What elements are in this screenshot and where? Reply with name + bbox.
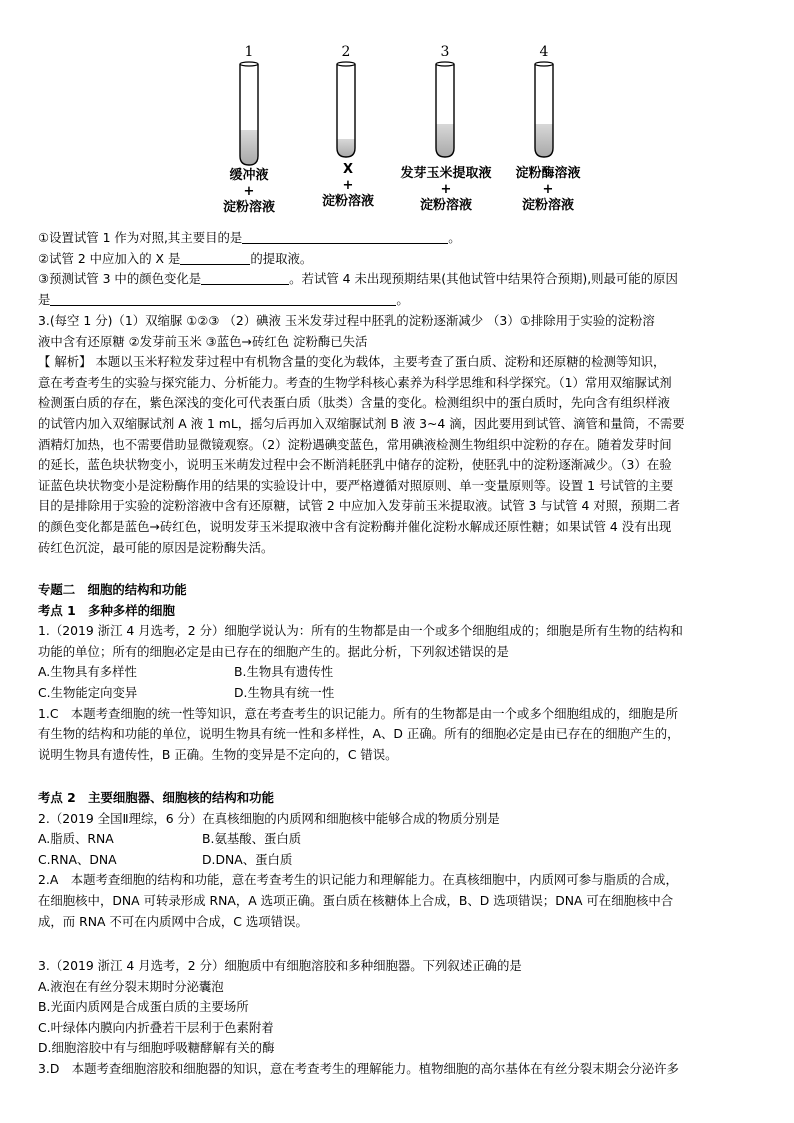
tube-1-label-top: 缓冲液 [229,168,269,183]
answer-blank-4[interactable] [50,291,396,306]
answer-2-line: 2.A 本题考查细胞的结构和功能，意在考查考生的识记能力和理解能力。在真核细胞中，内质网可参与脂质的合成， [38,872,678,888]
question-3-text: ③预测试管 3 中的颜色变化是 [38,271,202,287]
option-d: D.细胞溶胶中有与细胞呼吸糖酵解有关的酶 [38,1040,275,1056]
question-1-end: 。 [448,230,461,245]
test-tube-figure [210,44,590,220]
topic-2-title: 专题二 细胞的结构和功能 [38,582,187,597]
analysis-line: 证蓝色块状物变小是淀粉酶作用的结果的实验设计中，要严格遵循对照原则、单一变量原则等。设置 1 号试管的主要 [38,477,674,493]
tube-2-number: 2 [341,44,351,60]
option-a: A.生物具有多样性 [38,664,137,680]
question-block [38,228,758,310]
tube-2-label-bottom: 淀粉溶液 [321,194,374,209]
option-b: B.氨基酸、蛋白质 [202,831,302,847]
question-1-text: ①设置试管 1 作为对照,其主要目的是 [38,230,243,245]
key-point-2-block [38,788,758,932]
question-1-options-row-1 [38,662,758,683]
tube-1-label-bottom: 淀粉溶液 [222,200,275,215]
question-3-line2 [38,290,758,311]
question-1 [38,228,758,249]
option-a: A.脂质、RNA [38,831,114,847]
analysis-line: 砖红色沉淀，最可能的原因是淀粉酶失活。 [38,539,274,555]
tube-1-plus: + [243,184,255,199]
question-2-options-row-2 [38,850,758,871]
tube-4-plus: + [542,182,554,197]
question-2-text: ②试管 2 中应加入的 X 是 [38,250,181,266]
analysis-line: 【 解析】 本题以玉米籽粒发芽过程中有机物含量的变化为载体，主要考查了蛋白质、淀粉和还原糖的检测等知识， [38,354,666,370]
option-a: A.液泡在有丝分裂末期时分泌囊泡 [38,978,224,994]
question-2-options-row-1 [38,829,758,850]
analysis-line: 检测蛋白质的存在，紫色深浅的变化可代表蛋白质（肽类）含量的变化。检测组织中的蛋白质时，先向含有组织样液 [38,395,670,411]
tube-3-plus: + [440,182,452,197]
option-c: C.RNA、DNA [38,851,117,867]
key-point-2-title: 考点 2 主要细胞器、细胞核的结构和功能 [38,790,274,805]
tube-2-label-top: X [342,162,354,177]
tube-3-label-bottom: 淀粉溶液 [419,198,472,213]
question-2-stem: 2.（2019 全国Ⅱ理综，6 分）在真核细胞的内质网和细胞核中能够合成的物质分别是 [38,810,500,826]
answer-2-line: 在细胞核中，DNA 可转录形成 RNA，A 选项正确。蛋白质在核糖体上合成，B、D 选项错误；DNA 可在细胞核中合 [38,892,674,908]
answer-3-line: 3.(每空 1 分)（1）双缩脲 ①②③ （2）碘液 玉米发芽过程中胚乳的淀粉逐渐减少 （3）①排除用于实验的淀粉溶 [38,313,655,328]
tube-4-label [488,166,608,214]
tube-4-label-top: 淀粉酶溶液 [515,166,581,181]
question-3-block [38,956,758,1080]
tube-1 [240,62,258,165]
tube-3 [436,62,454,157]
tube-3-number: 3 [440,44,450,60]
answer-1-line: 说明生物具有遗传性，B 正确。生物的变异是不定向的，C 错误。 [38,746,398,762]
option-d: D.生物具有统一性 [234,684,335,700]
tube-1-number: 1 [244,44,254,60]
analysis-line: 意在考查考生的实验与探究能力、分析能力。考查的生物学科核心素养为科学思维和科学探究。（1）常用双缩脲试剂 [38,374,672,390]
question-3-stem: 3.（2019 浙江 4 月选考，2 分）细胞质中有细胞溶胶和多种细胞器。下列叙述正确的是 [38,958,522,973]
answer-3-line: 3.D 本题考查细胞溶胶和细胞器的知识，意在考查考生的理解能力。植物细胞的高尔基体在有丝分裂末期会分泌许多 [38,1060,679,1076]
answer-blank-2[interactable] [180,250,250,265]
option-b: B.生物具有遗传性 [234,664,334,680]
topic-2-block [38,580,758,765]
question-2-end: 的提取液。 [250,250,313,266]
analysis-line: 酒精灯加热，也不需要借助显微镜观察。（2）淀粉遇碘变蓝色，常用碘液检测生物组织中淀粉的存在。随着发芽时间 [38,436,672,452]
question-2 [38,249,758,270]
tube-4 [535,62,553,157]
analysis-line: 目的是排除用于实验的淀粉溶液中含有还原糖，试管 2 中应加入发芽前玉米提取液。试管 3 与试管 4 对照，预期二者 [38,498,681,514]
question-1-stem: 1.（2019 浙江 4 月选考，2 分）细胞学说认为：所有的生物都是由一个或多个细胞组成的；细胞是所有生物的结构和 [38,623,683,639]
analysis-line: 的颜色变化都是蓝色→砖红色，说明发芽玉米提取液中含有淀粉酶并催化淀粉水解成还原性糖；如果试管 4 没有出现 [38,518,672,534]
answer-1-line: 有生物的结构和功能的单位，说明生物具有统一性和多样性，A、D 正确。所有的细胞必定是由已存在的细胞产生的， [38,726,680,742]
question-3 [38,269,758,290]
tube-2-plus: + [342,178,354,193]
option-b: B.光面内质网是合成蛋白质的主要场所 [38,999,249,1015]
question-3-end: 。 [396,291,409,307]
answer-3-line: 液中含有还原糖 ②发芽前玉米 ③蓝色→砖红色 淀粉酶已失活 [38,333,368,349]
question-1-options-row-2 [38,683,758,704]
option-c: C.叶绿体内膜向内折叠若干层利于色素附着 [38,1019,274,1035]
answer-blank-3[interactable] [201,270,289,285]
answer-blank-1[interactable] [242,229,448,244]
question-3-text-2: 是 [38,291,51,307]
key-point-1-title: 考点 1 多种多样的细胞 [38,602,175,618]
option-c: C.生物能定向变异 [38,684,138,700]
answer-3-block [38,311,758,558]
option-d: D.DNA、蛋白质 [202,851,293,867]
question-1-stem: 功能的单位；所有的细胞必定是由已存在的细胞产生的。据此分析，下列叙述错误的是 [38,643,509,659]
tube-3-label [388,166,504,214]
answer-2-line: 成，而 RNA 不可在内质网中合成，C 选项错误。 [38,913,308,929]
question-3-cont: 。若试管 4 未出现预期结果(其他试管中结果符合预期),则最可能的原因 [289,271,678,287]
tube-4-number: 4 [539,44,549,60]
tube-4-label-bottom: 淀粉溶液 [521,198,574,213]
tube-3-label-top: 发芽玉米提取液 [400,166,492,181]
analysis-line: 的延长，蓝色块状物变小，说明玉米萌发过程中会不断消耗胚乳中储存的淀粉，使胚乳中的淀粉逐渐减少。（3）在验 [38,457,672,473]
tube-2 [337,62,355,157]
answer-1-line: 1.C 本题考查细胞的统一性等知识，意在考查考生的识记能力。所有的生物都是由一个或多个细胞组成的，细胞是所 [38,705,679,721]
analysis-line: 的试管内加入双缩脲试剂 A 液 1 mL，摇匀后再加入双缩脲试剂 B 液 3~4 滴，因此要用到试管、滴管和量筒，不需要 [38,415,685,431]
